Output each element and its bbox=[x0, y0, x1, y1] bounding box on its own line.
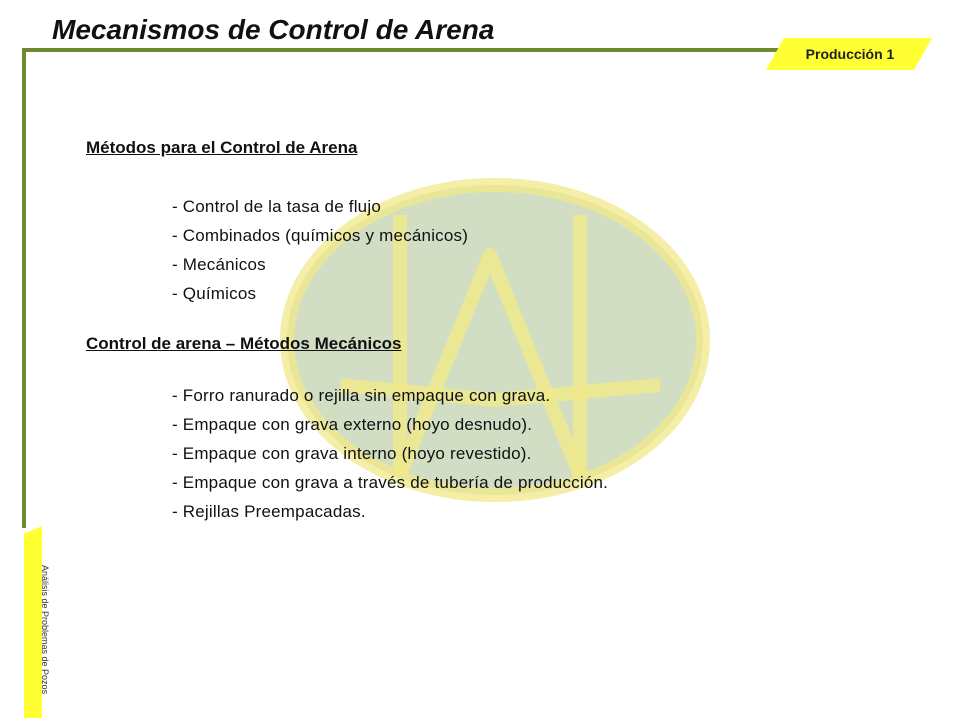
methods-list bbox=[86, 192, 846, 308]
list-item: - Mecánicos bbox=[172, 255, 266, 274]
list-item: - Empaque con grava a través de tubería de producción. bbox=[172, 473, 609, 492]
page-title: Mecanismos de Control de Arena bbox=[52, 14, 495, 45]
list-item: - Combinados (químicos y mecánicos) bbox=[172, 226, 469, 245]
list-item: - Control de la tasa de flujo bbox=[172, 197, 381, 216]
list-item: - Empaque con grava interno (hoyo revestido). bbox=[172, 444, 532, 463]
list-item: - Rejillas Preempacadas. bbox=[172, 502, 366, 521]
mechanical-methods-list bbox=[86, 381, 846, 526]
list-item: - Forro ranurado o rejilla sin empaque con grava. bbox=[172, 386, 551, 405]
course-badge: Producción 1 bbox=[805, 46, 895, 62]
frame-vertical-line bbox=[22, 48, 26, 528]
list-item: - Químicos bbox=[172, 284, 257, 303]
section-title-mechanical: Control de arena – Métodos Mecánicos bbox=[86, 334, 402, 353]
slide-content bbox=[86, 136, 846, 526]
section-title-methods: Métodos para el Control de Arena bbox=[86, 138, 358, 157]
list-item: - Empaque con grava externo (hoyo desnudo). bbox=[172, 415, 533, 434]
side-label: Análisis de Problemas de Pozos bbox=[40, 565, 50, 695]
frame-horizontal-line bbox=[22, 48, 792, 52]
